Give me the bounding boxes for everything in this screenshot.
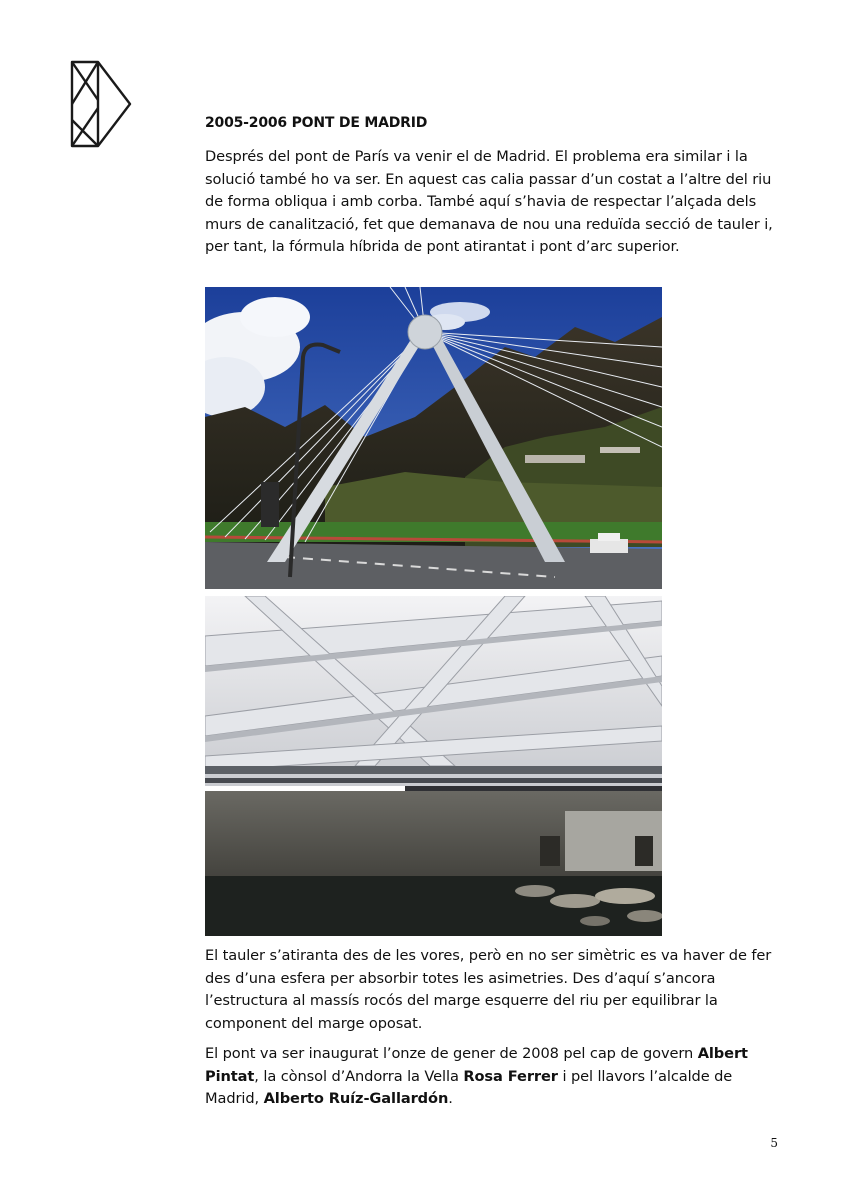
intro-paragraph: Després del pont de París va venir el de Madrid. El problema era similar i la solució també ho va ser. En aquest cas calia passar d’un costat a l’altre del riu de forma obliqua i amb corba. També aquí s’havia de respectar l’alçada dels murs de canalització, fet que demanava de nou una reduïda secció de tauler i, per tant, la fórmula híbrida de pont atirantat i pont d’arc superior. — [205, 148, 773, 255]
bridge-exterior-photo — [205, 287, 662, 589]
logo-icon — [70, 60, 132, 148]
description-paragraph: El tauler s’atiranta des de les vores, però en no ser simètric es va haver de fer des d’una esfera per absorbir totes les asimetries. Des d’aquí s’ancora l’estructura al massís rocós del marge esquerre del riu per equilibrar la component del marge oposat. — [205, 947, 772, 1032]
description-section — [205, 945, 780, 1111]
inauguration-text-1: El pont va ser inaugurat l’onze de gener de 2008 pel cap de govern — [205, 1045, 698, 1062]
inauguration-paragraph — [205, 1043, 780, 1111]
page-number: 5 — [770, 1136, 778, 1150]
person-name-albert-pintat: Albert Pintat — [205, 1045, 748, 1085]
person-name-alberto-ruiz-gallardon: Alberto Ruíz-Gallardón — [263, 1090, 449, 1107]
bridge-underside-photo — [205, 596, 662, 936]
person-name-rosa-ferrer: Rosa Ferrer — [463, 1067, 558, 1085]
inauguration-text-3: i pel llavors l’alcalde de Madrid, — [205, 1067, 733, 1107]
inauguration-text-2: , la cònsol d’Andorra la Vella — [254, 1067, 464, 1085]
inauguration-text-4: . — [448, 1090, 453, 1107]
section-heading: 2005-2006 PONT DE MADRID — [205, 115, 428, 131]
intro-section — [205, 113, 775, 259]
